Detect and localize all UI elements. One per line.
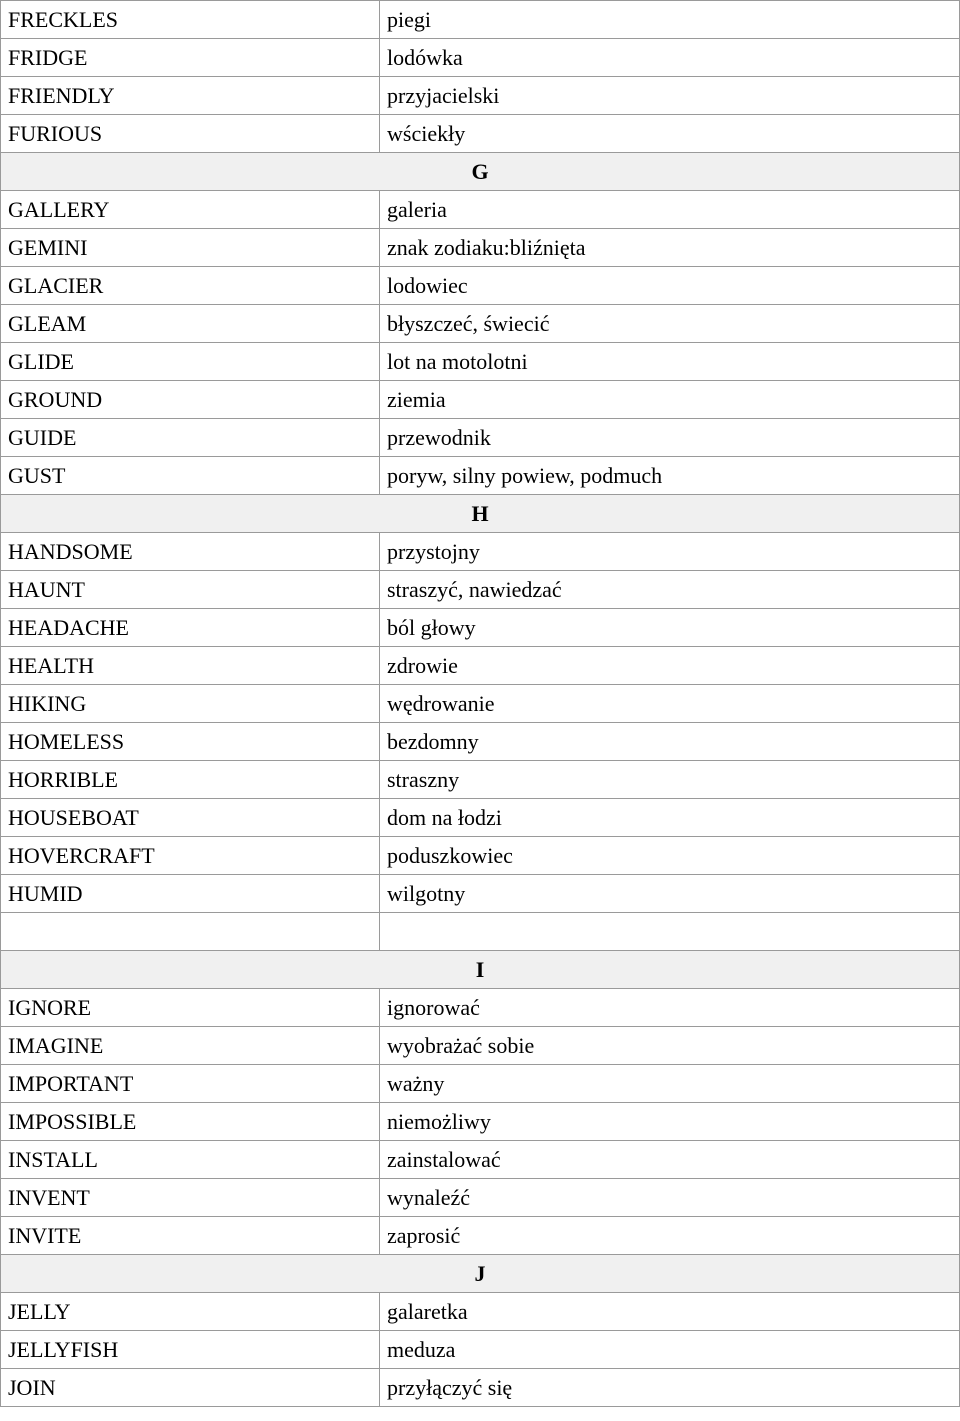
english-word: GALLERY	[1, 191, 380, 229]
english-word: HAUNT	[1, 571, 380, 609]
polish-translation: niemożliwy	[380, 1103, 960, 1141]
word-row	[1, 191, 960, 229]
letter-header: I	[1, 951, 960, 989]
word-row	[1, 1293, 960, 1331]
polish-translation: dom na łodzi	[380, 799, 960, 837]
english-word: GUIDE	[1, 419, 380, 457]
english-word: HORRIBLE	[1, 761, 380, 799]
polish-translation: wędrowanie	[380, 685, 960, 723]
letter-header-row	[1, 495, 960, 533]
english-word: HOUSEBOAT	[1, 799, 380, 837]
polish-translation: przewodnik	[380, 419, 960, 457]
polish-translation: ból głowy	[380, 609, 960, 647]
letter-header-row	[1, 153, 960, 191]
word-row	[1, 343, 960, 381]
word-row	[1, 115, 960, 153]
polish-translation: zainstalować	[380, 1141, 960, 1179]
polish-translation: znak zodiaku:bliźnięta	[380, 229, 960, 267]
english-word: IMPOSSIBLE	[1, 1103, 380, 1141]
vocabulary-table-body	[1, 1, 960, 1407]
word-row	[1, 1065, 960, 1103]
word-row	[1, 229, 960, 267]
word-row	[1, 1179, 960, 1217]
polish-translation: przyłączyć się	[380, 1369, 960, 1407]
word-row	[1, 1141, 960, 1179]
polish-translation: błyszczeć, świecić	[380, 305, 960, 343]
polish-translation: ziemia	[380, 381, 960, 419]
word-row	[1, 457, 960, 495]
english-word: HIKING	[1, 685, 380, 723]
english-word: JOIN	[1, 1369, 380, 1407]
word-row	[1, 1027, 960, 1065]
polish-translation: wyobrażać sobie	[380, 1027, 960, 1065]
english-word: HEADACHE	[1, 609, 380, 647]
letter-header-row	[1, 1255, 960, 1293]
polish-translation: poduszkowiec	[380, 837, 960, 875]
polish-translation: straszny	[380, 761, 960, 799]
polish-translation: piegi	[380, 1, 960, 39]
english-word: FRECKLES	[1, 1, 380, 39]
empty-row	[1, 913, 960, 951]
polish-translation: zdrowie	[380, 647, 960, 685]
polish-translation: meduza	[380, 1331, 960, 1369]
english-word: INSTALL	[1, 1141, 380, 1179]
polish-translation: przystojny	[380, 533, 960, 571]
polish-translation: wynaleźć	[380, 1179, 960, 1217]
polish-translation: bezdomny	[380, 723, 960, 761]
english-word: IMPORTANT	[1, 1065, 380, 1103]
english-word: HOVERCRAFT	[1, 837, 380, 875]
word-row	[1, 989, 960, 1027]
word-row	[1, 305, 960, 343]
empty-cell	[1, 913, 380, 951]
word-row	[1, 609, 960, 647]
english-word: GLIDE	[1, 343, 380, 381]
word-row	[1, 1369, 960, 1407]
polish-translation: ważny	[380, 1065, 960, 1103]
english-word: HEALTH	[1, 647, 380, 685]
english-word: INVENT	[1, 1179, 380, 1217]
polish-translation: poryw, silny powiew, podmuch	[380, 457, 960, 495]
word-row	[1, 77, 960, 115]
english-word: HOMELESS	[1, 723, 380, 761]
english-word: GEMINI	[1, 229, 380, 267]
word-row	[1, 761, 960, 799]
english-word: IGNORE	[1, 989, 380, 1027]
english-word: GLEAM	[1, 305, 380, 343]
word-row	[1, 381, 960, 419]
letter-header: J	[1, 1255, 960, 1293]
english-word: FRIDGE	[1, 39, 380, 77]
word-row	[1, 571, 960, 609]
english-word: FURIOUS	[1, 115, 380, 153]
english-word: GLACIER	[1, 267, 380, 305]
letter-header-row	[1, 951, 960, 989]
word-row	[1, 1217, 960, 1255]
polish-translation: lodówka	[380, 39, 960, 77]
polish-translation: ignorować	[380, 989, 960, 1027]
english-word: INVITE	[1, 1217, 380, 1255]
word-row	[1, 685, 960, 723]
empty-cell	[380, 913, 960, 951]
word-row	[1, 647, 960, 685]
word-row	[1, 39, 960, 77]
word-row	[1, 875, 960, 913]
word-row	[1, 1, 960, 39]
word-row	[1, 837, 960, 875]
english-word: IMAGINE	[1, 1027, 380, 1065]
word-row	[1, 799, 960, 837]
polish-translation: galaretka	[380, 1293, 960, 1331]
english-word: HUMID	[1, 875, 380, 913]
word-row	[1, 1103, 960, 1141]
word-row	[1, 419, 960, 457]
polish-translation: straszyć, nawiedzać	[380, 571, 960, 609]
english-word: JELLYFISH	[1, 1331, 380, 1369]
english-word: JELLY	[1, 1293, 380, 1331]
letter-header: H	[1, 495, 960, 533]
polish-translation: wściekły	[380, 115, 960, 153]
polish-translation: galeria	[380, 191, 960, 229]
polish-translation: lot na motolotni	[380, 343, 960, 381]
word-row	[1, 533, 960, 571]
polish-translation: przyjacielski	[380, 77, 960, 115]
english-word: FRIENDLY	[1, 77, 380, 115]
polish-translation: lodowiec	[380, 267, 960, 305]
english-word: GUST	[1, 457, 380, 495]
word-row	[1, 723, 960, 761]
word-row	[1, 1331, 960, 1369]
polish-translation: zaprosić	[380, 1217, 960, 1255]
word-row	[1, 267, 960, 305]
english-word: HANDSOME	[1, 533, 380, 571]
letter-header: G	[1, 153, 960, 191]
polish-translation: wilgotny	[380, 875, 960, 913]
english-word: GROUND	[1, 381, 380, 419]
